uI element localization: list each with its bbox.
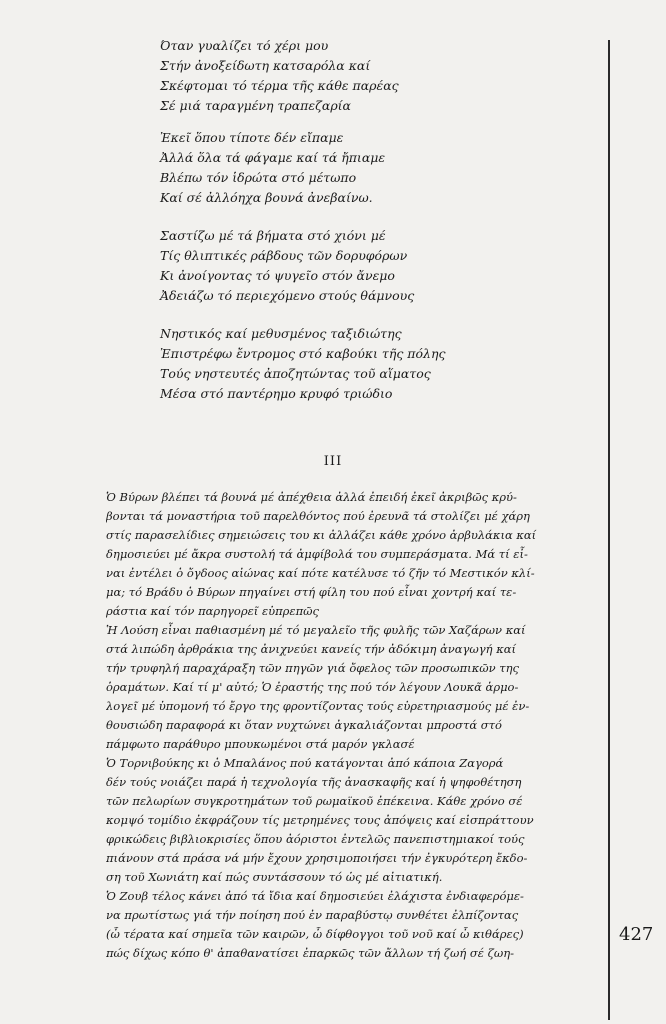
verse-line: Ἐκεῖ ὅπου τίποτε δέν εἴπαμε (160, 130, 344, 145)
prose-line: κομψό τομίδιο ἐκφράζουν τίς μετρημένες τους ἀπόψεις καί εἰσπράττουν (106, 813, 534, 827)
verse-line: Μέσα στό παντέρημο κρυφό τριώδιο (160, 386, 393, 401)
prose-line: φρικώδεις βιβλιοκρισίες ὅπου ἀόριστοι ἐντελῶς πανεπιστημιακοί τούς (106, 832, 525, 846)
verse-line: Σαστίζω μέ τά βήματα στό χιόνι μέ (160, 228, 386, 243)
verse-line: Σκέφτομαι τό τέρμα τῆς κάθε παρέας (160, 78, 399, 93)
prose-line: να πρωτίστως γιά τήν ποίηση πού ἐν παραβύστῳ συνθέτει ἐλπίζοντας (106, 908, 519, 922)
verse-line: Νηστικός καί μεθυσμένος ταξιδιώτης (160, 326, 402, 341)
verse-line: Ἀδειάζω τό περιεχόμενο στούς θάμνους (160, 288, 415, 303)
verse-line: Ἀλλά ὅλα τά φάγαμε καί τά ἤπιαμε (160, 150, 386, 165)
prose-line: δημοσιεύει μέ ἄκρα συστολή τά ἀμφίβολά του συμπεράσματα. Μά τί εἶ- (106, 547, 528, 561)
margin-rule (608, 40, 610, 1020)
prose-line: τήν τρυφηλή παραχάραξη τῶν πηγῶν γιά ὄφελος τῶν προσωπικῶν της (106, 661, 519, 675)
prose-line: θουσιώδη παραφορά κι ὅταν νυχτώνει ἀγκαλιάζονται μπροστά στό (106, 718, 502, 732)
prose-line: Ὁ Βύρων βλέπει τά βουνά μέ ἀπέχθεια ἀλλά ἐπειδή ἐκεῖ ἀκριβῶς κρύ- (106, 490, 517, 504)
prose-line: ναι ἐντέλει ὁ ὄγδοος αἰώνας καί πότε κατέλυσε τό ζῆν τό Μεστικόν κλί- (106, 566, 535, 580)
prose-line: τῶν πελωρίων συγκροτημάτων τοῦ ρωμαϊκοῦ ἐπέκεινα. Κάθε χρόνο σέ (106, 794, 523, 808)
verse-line: Όταν γυαλίζει τό χέρι μου (160, 38, 329, 53)
prose-line: στίς παρασελίδιες σημειώσεις του κι ἀλλάζει κάθε χρόνο ἀρβυλάκια καί (106, 528, 537, 542)
page-number: 427 (619, 924, 654, 945)
verse-line: Τούς νηστευτές ἀποζητώντας τοῦ αἵματος (160, 366, 431, 381)
prose-line: πώς δίχως κόπο θ' ἀπαθανατίσει ἐπαρκῶς τῶν ἄλλων τή ζωή σέ ζωη- (106, 946, 514, 960)
prose-line: βονται τά μοναστήρια τοῦ παρελθόντος πού ἐρευνᾶ τά στολίζει μέ χάρη (106, 509, 530, 523)
verse-line: Καί σέ ἀλλόηχα βουνά ἀνεβαίνω. (160, 190, 373, 205)
prose-line: δέν τούς νοιάζει παρά ἡ τεχνολογία τῆς ἀνασκαφῆς καί ἡ ψηφοθέτηση (106, 775, 522, 789)
stanza-3 (160, 226, 580, 306)
prose-line: ση τοῦ Χωνιάτη καί πώς συντάσσουν τό ὡς μέ αἰτιατική. (106, 870, 443, 884)
prose-line: (ὦ τέρατα καί σημεῖα τῶν καιρῶν, ὦ δίφθογγοι τοῦ νοῦ καί ὦ κιθάρες) (106, 927, 524, 941)
prose-line: μα; τό Βράδυ ὁ Βύρων πηγαίνει στή φίλη του πού εἶναι χοντρή καί τε- (106, 585, 517, 599)
prose-line: ράστια καί τόν παρηγορεῖ εὐπρεπῶς (106, 604, 319, 618)
prose-line: λογεῖ μέ ὑπομονή τό ἔργο της φροντίζοντας τούς εὑρετηριασμούς μέ ἐν- (106, 699, 530, 713)
prose-line: Ἡ Λούση εἶναι παθιασμένη μέ τό μεγαλεῖο τῆς φυλῆς τῶν Χαζάρων καί (106, 623, 526, 637)
prose-line: Ὁ Τορνιβούκης κι ὁ Μπαλάνος πού κατάγονται ἀπό κάποια Ζαγορά (106, 756, 504, 770)
prose-line: Ὁ Ζουβ τέλος κάνει ἀπό τά ἴδια καί δημοσιεύει ἐλάχιστα ἐνδιαφερόμε- (106, 889, 524, 903)
prose-line: πιάνουν στά πράσα νά μήν ἔχουν χρησιμοποιήσει τήν ἐγκυρότερη ἔκδο- (106, 851, 528, 865)
verse-line: Ἐπιστρέφω ἔντρομος στό καβούκι τῆς πόλης (160, 346, 446, 361)
prose-body (106, 488, 602, 963)
verse-line: Τίς θλιπτικές ράβδους τῶν δορυφόρων (160, 248, 408, 263)
verse-line: Κι ἀνοίγοντας τό ψυγεῖο στόν ἄνεμο (160, 268, 395, 283)
section-heading: III (323, 454, 343, 469)
verse-line: Στήν ἀνοξείδωτη κατσαρόλα καί (160, 58, 371, 73)
prose-line: ὁραμάτων. Καί τί μ' αὐτό; Ὁ ἐραστής της πού τόν λέγουν Λουκᾶ ἁρμο- (106, 680, 519, 694)
prose-line: στά λιπώδη ἀρθράκια της ἀνιχνεύει κανείς τήν ἀδόκιμη ἀναγωγή καί (106, 642, 517, 656)
verse-line: Σέ μιά ταραγμένη τραπεζαρία (160, 98, 352, 113)
stanza-1 (160, 36, 580, 116)
verse-line: Βλέπω τόν ἱδρώτα στό μέτωπο (160, 170, 357, 185)
stanza-4 (160, 324, 580, 404)
stanza-2 (160, 128, 580, 208)
prose-line: πάμφωτο παράθυρο μπουκωμένοι στά μαρόν γκλασέ (106, 737, 415, 751)
